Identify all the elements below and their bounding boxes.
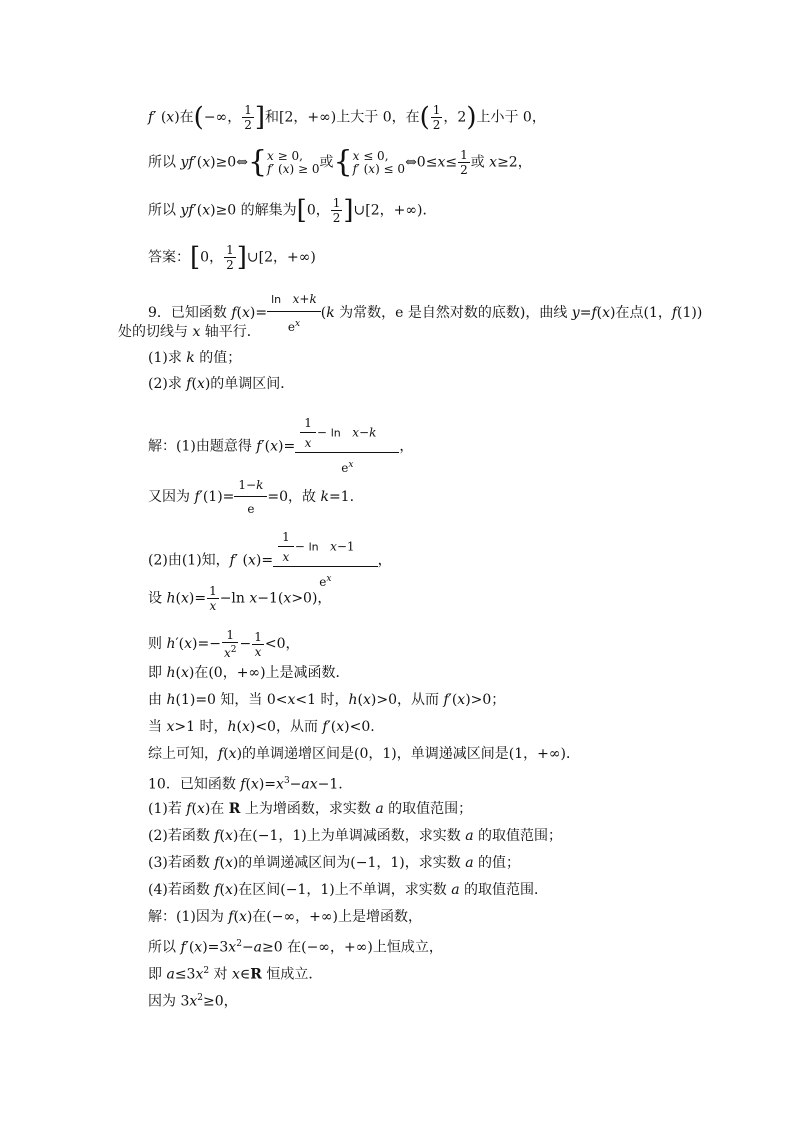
text-line: (3)若函数 f(x)的单调递减区间为(−1，1)，求实数 a 的值； — [148, 855, 521, 871]
text-line: 处的切线与 x 轴平行． — [118, 324, 261, 340]
fraction: $\frac{1}{2}$ — [244, 103, 252, 132]
solution-line: 综上可知，f(x)的单调递增区间是(0，1)，单调递减区间是(1，+∞)． — [148, 746, 580, 762]
solution-line: (2)由(1)知，f′ (x)= $\frac{1}{x}$ − ln x−1 $e^x$ ， — [148, 530, 392, 589]
text-line: (4)若函数 f(x)在区间(−1，1)上不单调，求实数 a 的取值范围． — [148, 882, 549, 898]
solution-line: 解：(1)由题意得 f′(x)= $\frac{1}{x}$ − ln x−k $e^x$ ， — [148, 416, 414, 475]
text-line: 所以 yf′(x)≥0 的解集为[0， $\frac{1}{2}$ ]∪[2，+∞)． — [148, 195, 437, 226]
text-line: f′ (x)在(−∞， $\frac{1}{2}$ ]和[2，+∞)上大于 0，在( $\frac{1}{2}$ ，2)上小于 0， — [148, 102, 546, 133]
text-line: (2)若函数 f(x)在(−1，1)上为单调减函数，求实数 a 的取值范围； — [148, 828, 563, 844]
question-10: 10．已知函数 $f(x)=x^3-ax-1$. — [148, 776, 343, 793]
text-line: 所以 yf′(x)≥0⇔{ x ≥ 0, f′ (x) ≥ 0 或{ x ≤ 0, f′ (x) ≤ 0 ⇔0≤x≤ $\frac{1}{2}$ 或 x≥2， — [148, 144, 532, 180]
solution-line: 又因为 f′(1)= $\frac{1-k}{e}$ =0，故 k=1. — [148, 478, 355, 516]
text-line: (2)求 f(x)的单调区间． — [148, 376, 295, 392]
solution-line: 即 h(x)在(0，+∞)上是减函数． — [148, 665, 350, 681]
solution-line: 由 h(1)=0 知，当 0<x<1 时，h(x)>0，从而 f′(x)>0； — [148, 692, 506, 708]
solution-line: 当 x>1 时，h(x)<0，从而 f′(x)<0. — [148, 719, 375, 735]
solution-line: 则 h′(x)=− $\frac{1}{x^2}$ − $\frac{1}{x}$ <0， — [148, 628, 300, 660]
question-9: 9．已知函数 f(x)= $\frac{\text{ln x+k}}{e^x}$ (k 为常数，e 是自然对数的底数)，曲线 y=f(x)在点(1，f(1)) — [148, 292, 703, 334]
text-line: (1)若 f(x)在 R 上为增函数，求实数 a 的取值范围； — [148, 801, 473, 817]
text-line: (1)求 k 的值； — [148, 350, 242, 366]
solution-line: 所以 $f'(x)=3x^2-a\ge 0$ 在(−∞，+∞)上恒成立， — [148, 939, 443, 956]
solution-line: 设 h(x)= $\frac{1}{x}$ −ln x−1(x>0)， — [148, 584, 332, 613]
answer-line: 答案：[0， $\frac{1}{2}$ ]∪[2，+∞) — [148, 242, 316, 273]
solution-line: 即 $a\le 3x^2$ 对 x∈R 恒成立． — [148, 966, 323, 983]
solution-line: 解：(1)因为 f(x)在(−∞，+∞)上是增函数， — [148, 909, 423, 925]
solution-line: 因为 $3x^2\ge 0$， — [148, 993, 238, 1010]
